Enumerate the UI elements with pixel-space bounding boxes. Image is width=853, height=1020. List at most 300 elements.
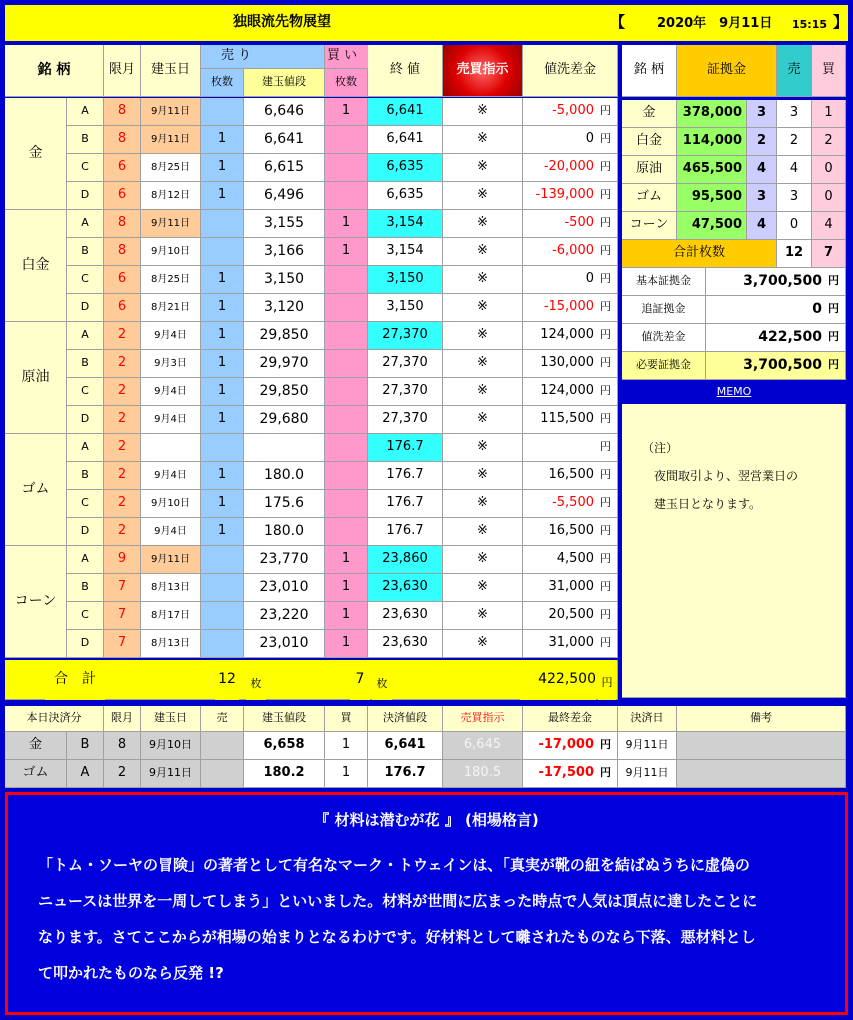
row-tate-price: 3,120 <box>244 294 325 322</box>
settle-row-final-value: -17,500 <box>538 765 594 781</box>
yen-unit: 円 <box>600 524 611 538</box>
summary-value <box>706 324 846 352</box>
bracket-right: 】 <box>833 13 848 31</box>
total-buy: 7 <box>350 660 370 700</box>
row-diff <box>523 378 618 406</box>
summary-value-value: 422,500 <box>758 328 822 345</box>
row-tate-date: 9月4日 <box>141 462 201 490</box>
row-diff-value: 16,500 <box>548 523 594 539</box>
row-close-price: 23,630 <box>368 602 443 630</box>
settle-row-name: 金 <box>5 732 67 760</box>
row-signal: ※ <box>443 98 523 126</box>
settle-row-tate-price: 6,658 <box>244 732 325 760</box>
yen-unit: 円 <box>600 104 611 118</box>
row-buy-qty: 1 <box>325 238 368 266</box>
margin-row-units: 4 <box>747 212 777 240</box>
settle-row-date: 9月11日 <box>618 760 677 788</box>
row-buy-qty <box>325 406 368 434</box>
row-gengetsu: 8 <box>104 210 141 238</box>
row-tate-price: 23,010 <box>244 630 325 658</box>
row-letter: D <box>67 406 104 434</box>
row-letter: B <box>67 126 104 154</box>
yen-unit: 円 <box>600 766 611 780</box>
settle-row-note <box>677 760 846 788</box>
yen-unit: 円 <box>600 738 611 752</box>
row-sell-qty: 1 <box>201 126 244 154</box>
row-tate-price: 29,850 <box>244 378 325 406</box>
row-close-price: 3,154 <box>368 238 443 266</box>
row-letter: C <box>67 602 104 630</box>
row-gengetsu: 2 <box>104 434 141 462</box>
margin-row-amount: 378,000 <box>677 100 747 128</box>
row-sell-qty: 1 <box>201 322 244 350</box>
row-diff-value: -139,000 <box>535 187 594 203</box>
row-signal: ※ <box>443 630 523 658</box>
yen-unit: 円 <box>600 356 611 370</box>
row-close-price: 27,370 <box>368 350 443 378</box>
yen-unit: 円 <box>600 608 611 622</box>
row-diff-value: 115,500 <box>540 411 594 427</box>
row-tate-price: 29,970 <box>244 350 325 378</box>
row-close-price: 3,150 <box>368 294 443 322</box>
commodity-group-label: ゴム <box>5 434 67 546</box>
margin-row-amount: 95,500 <box>677 184 747 212</box>
row-signal: ※ <box>443 182 523 210</box>
row-gengetsu: 2 <box>104 406 141 434</box>
row-tate-date: 8月12日 <box>141 182 201 210</box>
yen-unit: 円 <box>828 330 839 344</box>
settle-row-sell <box>201 732 244 760</box>
row-letter: B <box>67 350 104 378</box>
row-tate-price: 180.0 <box>244 462 325 490</box>
row-diff <box>523 630 618 658</box>
row-tate-date: 9月4日 <box>141 406 201 434</box>
row-gengetsu: 6 <box>104 154 141 182</box>
settle-row-settle-price: 176.7 <box>368 760 443 788</box>
settle-row-date: 9月11日 <box>618 732 677 760</box>
row-diff-value: 16,500 <box>548 467 594 483</box>
margin-row-units: 2 <box>747 128 777 156</box>
row-diff <box>523 546 618 574</box>
yen-unit: 円 <box>600 300 611 314</box>
row-sell-qty: 1 <box>201 182 244 210</box>
row-diff-value: 31,000 <box>548 635 594 651</box>
settle-row-note <box>677 732 846 760</box>
row-tate-price: 6,496 <box>244 182 325 210</box>
row-close-price: 3,154 <box>368 210 443 238</box>
row-tate-date: 9月11日 <box>141 126 201 154</box>
row-diff-value: 0 <box>585 271 594 287</box>
row-diff-value: 124,000 <box>540 327 594 343</box>
row-gengetsu: 6 <box>104 182 141 210</box>
row-letter: A <box>67 546 104 574</box>
row-close-price: 176.7 <box>368 434 443 462</box>
row-gengetsu: 7 <box>104 602 141 630</box>
row-close-price: 6,635 <box>368 154 443 182</box>
margin-row-sell: 0 <box>777 212 812 240</box>
settle-row-letter: A <box>67 760 104 788</box>
row-signal: ※ <box>443 574 523 602</box>
total-count-sell: 12 <box>777 240 812 268</box>
row-close-price: 6,635 <box>368 182 443 210</box>
commodity-group-label: コーン <box>5 546 67 658</box>
row-sell-qty: 1 <box>201 406 244 434</box>
row-close-price: 23,860 <box>368 546 443 574</box>
row-gengetsu: 8 <box>104 238 141 266</box>
row-tate-date: 9月3日 <box>141 350 201 378</box>
row-tate-price: 175.6 <box>244 490 325 518</box>
summary-value <box>706 268 846 296</box>
proverb-line: て叩かれたものなら反発 !? <box>38 964 224 982</box>
row-tate-date: 9月11日 <box>141 98 201 126</box>
row-tate-date: 8月13日 <box>141 574 201 602</box>
settle-row-buy: 1 <box>325 732 368 760</box>
row-signal: ※ <box>443 126 523 154</box>
settle-row-tate-date: 9月10日 <box>141 732 201 760</box>
margin-row-buy: 1 <box>812 100 846 128</box>
row-diff-value: -5,500 <box>552 495 594 511</box>
row-tate-price: 6,615 <box>244 154 325 182</box>
row-tate-date: 8月13日 <box>141 630 201 658</box>
row-sell-qty: 1 <box>201 490 244 518</box>
settle-row-letter: B <box>67 732 104 760</box>
margin-row-buy: 4 <box>812 212 846 240</box>
margin-row-buy: 0 <box>812 184 846 212</box>
memo-box <box>622 404 846 698</box>
settle-col-final: 最終差金 <box>523 706 618 732</box>
margin-row-name: 原油 <box>622 156 677 184</box>
margin-row-name: ゴム <box>622 184 677 212</box>
proverb-line: ニュースは世界を一周してしまう」といいました。材料が世間に広まった時点で人気は頂点に達したことに <box>38 892 758 910</box>
settle-col-note: 備考 <box>677 706 846 732</box>
row-sell-qty <box>201 602 244 630</box>
margin-row-sell: 2 <box>777 128 812 156</box>
row-buy-qty: 1 <box>325 210 368 238</box>
margin-row-amount: 465,500 <box>677 156 747 184</box>
row-buy-qty: 1 <box>325 98 368 126</box>
row-tate-price: 29,680 <box>244 406 325 434</box>
row-tate-date: 8月21日 <box>141 294 201 322</box>
row-tate-price <box>244 434 325 462</box>
row-diff-value: 4,500 <box>556 551 594 567</box>
col-tate-price: 建玉値段 <box>244 69 325 97</box>
summary-value-value: 0 <box>812 300 822 317</box>
summary-value-value: 3,700,500 <box>743 356 822 373</box>
row-letter: D <box>67 182 104 210</box>
col-buy-qty: 枚数 <box>325 69 368 97</box>
row-sell-qty: 1 <box>201 462 244 490</box>
row-gengetsu: 6 <box>104 266 141 294</box>
row-gengetsu: 2 <box>104 462 141 490</box>
row-close-price: 3,150 <box>368 266 443 294</box>
col-tate-date: 建玉日 <box>141 45 201 97</box>
total-yen: 円 <box>598 666 616 700</box>
row-diff <box>523 462 618 490</box>
row-letter: B <box>67 238 104 266</box>
row-tate-date: 9月10日 <box>141 238 201 266</box>
row-diff <box>523 434 618 462</box>
total-sell: 12 <box>215 660 239 700</box>
settle-divider <box>5 700 846 702</box>
row-sell-qty <box>201 546 244 574</box>
row-buy-qty <box>325 154 368 182</box>
row-letter: D <box>67 518 104 546</box>
yen-unit: 円 <box>600 384 611 398</box>
page-title: 独眼流先物展望 <box>233 14 331 30</box>
row-buy-qty <box>325 378 368 406</box>
settle-col-settle-price: 決済値段 <box>368 706 443 732</box>
row-sell-qty <box>201 98 244 126</box>
summary-value-value: 3,700,500 <box>743 272 822 289</box>
settle-row-final <box>523 760 618 788</box>
row-tate-price: 3,150 <box>244 266 325 294</box>
settle-row-tate-date: 9月11日 <box>141 760 201 788</box>
row-tate-date: 9月11日 <box>141 546 201 574</box>
row-signal: ※ <box>443 518 523 546</box>
row-buy-qty <box>325 182 368 210</box>
total-label: 合 計 <box>45 660 105 700</box>
yen-unit: 円 <box>600 132 611 146</box>
row-letter: A <box>67 210 104 238</box>
row-sell-qty: 1 <box>201 350 244 378</box>
proverb-line: なります。さてここからが相場の始まりとなるわけです。好材料として囃されたものなら下落、悪材料とし <box>38 928 756 946</box>
row-sell-qty: 1 <box>201 518 244 546</box>
memo-line: 夜間取引より、翌営業日の <box>654 469 799 483</box>
right-col-buy: 買 <box>812 45 846 97</box>
row-tate-date: 9月4日 <box>141 322 201 350</box>
settle-col-gengetsu: 限月 <box>104 706 141 732</box>
settle-row-sell <box>201 760 244 788</box>
row-letter: C <box>67 490 104 518</box>
header-bar <box>5 5 848 41</box>
row-tate-price: 3,155 <box>244 210 325 238</box>
yen-unit: 円 <box>828 358 839 372</box>
row-letter: C <box>67 266 104 294</box>
settle-row-name: ゴム <box>5 760 67 788</box>
yen-unit: 円 <box>600 328 611 342</box>
settle-row-final-value: -17,000 <box>538 737 594 753</box>
row-tate-price: 3,166 <box>244 238 325 266</box>
row-diff-value: -15,000 <box>543 299 594 315</box>
row-diff <box>523 98 618 126</box>
row-signal: ※ <box>443 490 523 518</box>
row-letter: A <box>67 98 104 126</box>
col-kai: 買 い <box>325 45 443 69</box>
row-diff <box>523 350 618 378</box>
settle-col-buy: 買 <box>325 706 368 732</box>
row-tate-date: 9月10日 <box>141 490 201 518</box>
row-sell-qty <box>201 630 244 658</box>
row-buy-qty <box>325 294 368 322</box>
row-diff-value: 130,000 <box>540 355 594 371</box>
proverb-body <box>38 847 825 991</box>
row-sell-qty <box>201 238 244 266</box>
row-gengetsu: 2 <box>104 518 141 546</box>
col-gengetsu: 限月 <box>104 45 141 97</box>
row-diff <box>523 602 618 630</box>
signal-button[interactable]: 売買指示 <box>443 45 523 97</box>
row-sell-qty: 1 <box>201 266 244 294</box>
row-signal: ※ <box>443 602 523 630</box>
settle-col-signal: 売買指示 <box>443 706 523 732</box>
margin-row-name: 金 <box>622 100 677 128</box>
settle-row-signal: 6,645 <box>443 732 523 760</box>
right-col-sell: 売 <box>777 45 812 97</box>
yen-unit: 円 <box>600 188 611 202</box>
row-signal: ※ <box>443 210 523 238</box>
row-letter: A <box>67 434 104 462</box>
row-tate-date <box>141 434 201 462</box>
settle-row-settle-price: 6,641 <box>368 732 443 760</box>
row-signal: ※ <box>443 350 523 378</box>
row-gengetsu: 9 <box>104 546 141 574</box>
row-diff-value: -6,000 <box>552 243 594 259</box>
row-diff-value: 31,000 <box>548 579 594 595</box>
row-buy-qty: 1 <box>325 602 368 630</box>
row-buy-qty: 1 <box>325 574 368 602</box>
row-tate-price: 23,770 <box>244 546 325 574</box>
col-diff: 値洗差金 <box>523 45 618 97</box>
settle-row-tate-price: 180.2 <box>244 760 325 788</box>
margin-row-sell: 4 <box>777 156 812 184</box>
yen-unit: 円 <box>600 552 611 566</box>
row-gengetsu: 2 <box>104 490 141 518</box>
total-count-label: 合計枚数 <box>622 240 777 268</box>
settle-col-tate-price: 建玉値段 <box>244 706 325 732</box>
row-buy-qty <box>325 266 368 294</box>
right-col-meigara: 銘 柄 <box>622 45 677 97</box>
row-sell-qty: 1 <box>201 294 244 322</box>
row-diff-value: -5,000 <box>552 103 594 119</box>
summary-label: 追証拠金 <box>622 296 706 324</box>
yen-unit: 円 <box>600 272 611 286</box>
row-close-price: 27,370 <box>368 406 443 434</box>
row-gengetsu: 6 <box>104 294 141 322</box>
row-close-price: 176.7 <box>368 518 443 546</box>
yen-unit: 円 <box>600 636 611 650</box>
row-letter: C <box>67 378 104 406</box>
row-buy-qty <box>325 434 368 462</box>
row-signal: ※ <box>443 434 523 462</box>
row-diff-value: 124,000 <box>540 383 594 399</box>
margin-row-units: 3 <box>747 100 777 128</box>
row-close-price: 23,630 <box>368 574 443 602</box>
row-diff <box>523 490 618 518</box>
margin-row-units: 4 <box>747 156 777 184</box>
row-signal: ※ <box>443 266 523 294</box>
row-tate-price: 23,010 <box>244 574 325 602</box>
row-tate-date: 8月17日 <box>141 602 201 630</box>
total-amount: 422,500 <box>520 660 596 700</box>
row-close-price: 27,370 <box>368 378 443 406</box>
row-diff <box>523 238 618 266</box>
row-gengetsu: 8 <box>104 126 141 154</box>
row-buy-qty <box>325 322 368 350</box>
yen-unit: 円 <box>828 274 839 288</box>
margin-row-name: コーン <box>622 212 677 240</box>
commodity-group-label: 金 <box>5 98 67 210</box>
yen-unit: 円 <box>600 468 611 482</box>
row-tate-price: 23,220 <box>244 602 325 630</box>
proverb-title: 『 材料は潜むが花 』 (相場格言) <box>314 811 539 829</box>
memo-link[interactable]: MEMO <box>622 382 846 402</box>
row-letter: B <box>67 462 104 490</box>
row-letter: B <box>67 574 104 602</box>
settle-row-final <box>523 732 618 760</box>
settle-row-buy: 1 <box>325 760 368 788</box>
row-buy-qty: 1 <box>325 630 368 658</box>
col-sell-qty: 枚数 <box>201 69 244 97</box>
settle-col-date: 決済日 <box>618 706 677 732</box>
row-tate-date: 9月4日 <box>141 378 201 406</box>
row-tate-date: 8月25日 <box>141 266 201 294</box>
settle-row-gengetsu: 2 <box>104 760 141 788</box>
col-close: 終 値 <box>368 45 443 97</box>
row-sell-qty <box>201 574 244 602</box>
row-signal: ※ <box>443 546 523 574</box>
row-tate-price: 6,646 <box>244 98 325 126</box>
row-buy-qty <box>325 350 368 378</box>
row-tate-price: 29,850 <box>244 322 325 350</box>
memo-line: （注） <box>642 441 679 455</box>
row-gengetsu: 2 <box>104 322 141 350</box>
row-sell-qty <box>201 434 244 462</box>
yen-unit: 円 <box>600 412 611 426</box>
row-tate-date: 9月11日 <box>141 210 201 238</box>
row-buy-qty <box>325 490 368 518</box>
header-time: 15:15 <box>792 18 828 31</box>
col-uri: 売 り <box>201 45 325 69</box>
settle-col-sell: 売 <box>201 706 244 732</box>
row-diff <box>523 182 618 210</box>
row-diff-value: -500 <box>564 215 594 231</box>
row-diff <box>523 294 618 322</box>
row-signal: ※ <box>443 378 523 406</box>
margin-row-amount: 47,500 <box>677 212 747 240</box>
yen-unit: 円 <box>600 440 611 454</box>
row-close-price: 6,641 <box>368 98 443 126</box>
row-signal: ※ <box>443 406 523 434</box>
total-sell-unit: 枚 <box>246 668 266 700</box>
row-gengetsu: 8 <box>104 98 141 126</box>
margin-row-buy: 0 <box>812 156 846 184</box>
row-diff-value: -20,000 <box>543 159 594 175</box>
margin-row-buy: 2 <box>812 128 846 156</box>
row-signal: ※ <box>443 294 523 322</box>
row-close-price: 176.7 <box>368 462 443 490</box>
col-meigara: 銘 柄 <box>5 45 104 97</box>
row-close-price: 176.7 <box>368 490 443 518</box>
row-signal: ※ <box>443 154 523 182</box>
row-tate-date: 9月4日 <box>141 518 201 546</box>
row-buy-qty <box>325 462 368 490</box>
row-diff <box>523 266 618 294</box>
row-gengetsu: 7 <box>104 574 141 602</box>
row-signal: ※ <box>443 238 523 266</box>
margin-row-units: 3 <box>747 184 777 212</box>
row-diff <box>523 154 618 182</box>
memo-line: 建玉日となります。 <box>654 497 762 511</box>
row-signal: ※ <box>443 322 523 350</box>
header-date: 2020年 9月11日 <box>657 16 773 31</box>
row-diff <box>523 322 618 350</box>
row-gengetsu: 2 <box>104 350 141 378</box>
yen-unit: 円 <box>600 160 611 174</box>
total-count-buy: 7 <box>812 240 846 268</box>
right-col-margin: 証拠金 <box>677 45 777 97</box>
yen-unit: 円 <box>600 496 611 510</box>
yen-unit: 円 <box>600 580 611 594</box>
